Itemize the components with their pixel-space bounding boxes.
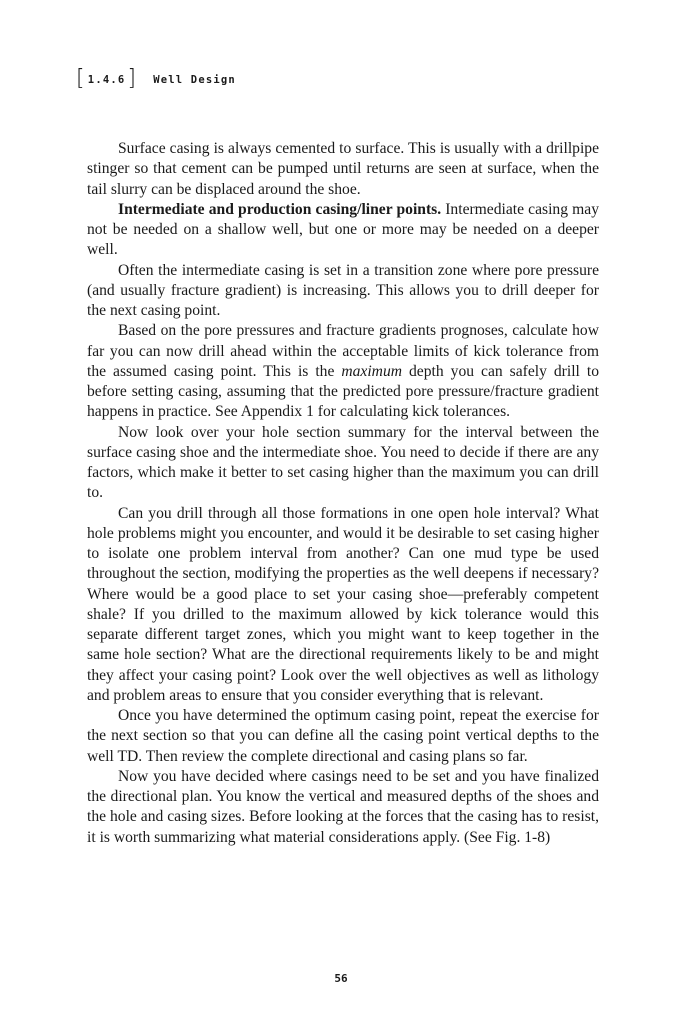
paragraph-text: depth you can safely drill to before setting casing, assuming that the predicted pore pressure/fracture gradient happens in practice. See Appendix 1 for calculating kick tolerances. [87,362,599,421]
paragraph-kick-tolerance [87,321,599,422]
paragraph-intermediate-casing [87,200,599,261]
paragraph-hole-section-summary: Now look over your hole section summary for the interval between the surface casing shoe and the intermediate shoe. You need to decide if there are any factors, which make it better to set casing higher than the maximum you can drill to. [87,423,599,502]
paragraph-text: Intermediate casing may not be needed on a shallow well, but one or more may be needed on a deeper well. [87,200,599,259]
paragraph-text: Based on the pore pressures and fracture gradients prognoses, calculate how far you can now drill ahead within the acceptable limits of kick tolerance from the assumed casing point. This is the [87,322,599,380]
bracket-open: [ [76,66,86,91]
body-text [87,139,599,848]
bracket-close: ] [127,66,138,91]
run-in-heading: Intermediate and production casing/liner points. [118,200,442,218]
paragraph-open-hole-questions: Can you drill through all those formations in one open hole interval? What hole problems might you encounter, and would it be desirable to set casing higher to isolate one problem interval from another? Can one mud type be used throughout the section, modifying the properties as the well deepens if necessary? Where would be a good place to set your casing shoe—preferably competent shale? If you drilled to the maximum allowed by kick tolerance would this separate different target zones, which you might want to keep together in the same hole section? What are the directional requirements likely to be and might they affect your casing point? Look over the well objectives as well as lithology and problem areas to ensure that you consider everything that is relevant. [87,504,599,704]
paragraph-optimum-casing-point: Once you have determined the optimum casing point, repeat the exercise for the next section so that you can define all the casing point vertical depths to the well TD. Then review the complete directional and casing plans so far. [87,707,599,765]
page-number: 56 [334,972,348,985]
paragraph-material-considerations: Now you have decided where casings need to be set and you have finalized the directional plan. You know the vertical and measured depths of the shoes and the hole and casing sizes. Before looking at the forces that the casing has to resist, it is worth summarizing what material considerations apply. (See Fig. 1-8) [87,767,599,846]
emphasis-maximum: maximum [341,362,403,380]
paragraph-transition-zone: Often the intermediate casing is set in a transition zone where pore pressure (and usually fracture gradient) is increasing. This allows you to drill deeper for the next casing point. [87,261,599,319]
paragraph-surface-casing: Surface casing is always cemented to surface. This is usually with a drillpipe stinger so that cement can be pumped until returns are seen at surface, when the tail slurry can be displaced around the shoe. [87,140,599,198]
chapter-title: Well Design [153,74,236,86]
running-head [76,66,236,94]
section-number: 1.4.6 [87,74,126,86]
